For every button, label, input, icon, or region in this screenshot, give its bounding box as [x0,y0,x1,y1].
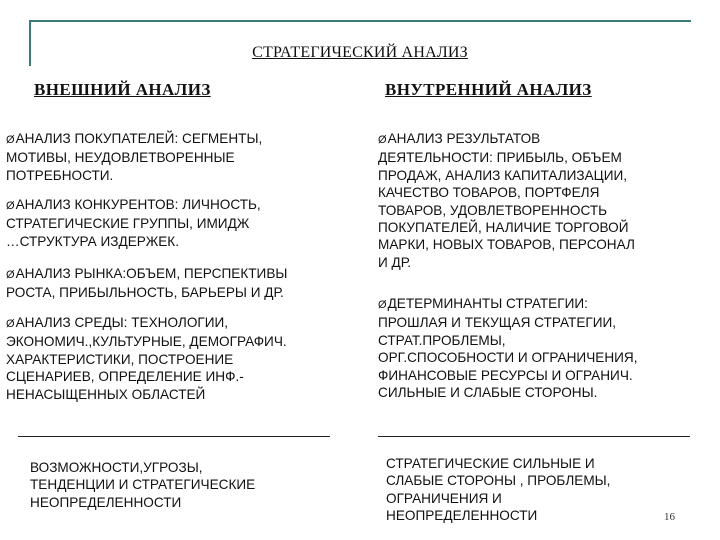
arrow-bullet-icon: Ø [6,318,15,330]
internal-summary [386,455,610,525]
bullet-line: ФИНАНСОВЫЕ РЕСУРСЫ И ОГРАНИЧ. [378,367,633,383]
summary-line: СЛАБЫЕ СТОРОНЫ , ПРОБЛЕМЫ, [386,473,611,489]
bullet-line: ДЕТЕРМИНАНТЫ СТРАТЕГИИ: [387,296,588,311]
arrow-bullet-icon: Ø [378,134,387,146]
bullet-line: КАЧЕСТВО ТОВАРОВ, ПОРТФЕЛЯ [378,185,600,201]
bullet-line: РОСТА, ПРИБЫЛЬНОСТЬ, БАРЬЕРЫ И ДР. [6,285,284,301]
bullet-line: СЦЕНАРИЕВ, ОПРЕДЕЛЕНИЕ ИНФ.- [6,369,244,385]
slide-frame-left-line [29,20,31,66]
arrow-bullet-icon: Ø [378,299,387,311]
bullet-line: …СТРУКТУРА ИЗДЕРЖЕК. [6,233,180,249]
bullet-line: ХАРАКТЕРИСТИКИ, ПОСТРОЕНИЕ [6,351,234,367]
slide-title: СТРАТЕГИЧЕСКИЙ АНАЛИЗ [252,44,468,61]
external-bullet-environment [6,314,287,403]
internal-analysis-heading: ВНУТРЕННИЙ АНАЛИЗ [385,80,592,99]
external-bullet-market [6,265,287,302]
external-summary [30,459,255,511]
summary-line: НЕОПРЕДЕЛЕННОСТИ [30,494,182,510]
bullet-line: ПРОШЛАЯ И ТЕКУЩАЯ СТРАТЕГИИ, [378,315,617,331]
bullet-line: ЭКОНОМИЧ.,КУЛЬТУРНЫЕ, ДЕМОГРАФИЧ. [6,334,287,350]
summary-line: СТРАТЕГИЧЕСКИЕ СИЛЬНЫЕ И [386,456,595,471]
summary-line: ВОЗМОЖНОСТИ,УГРОЗЫ, [30,460,203,475]
bullet-line: СТРАТ.ПРОБЛЕМЫ, [378,332,506,348]
bullet-line: ПОКУПАТЕЛЕЙ, НАЛИЧИЕ ТОРГОВОЙ [378,220,629,236]
bullet-line: АНАЛИЗ РЕЗУЛЬТАТОВ [387,131,541,146]
summary-line: ТЕНДЕНЦИИ И СТРАТЕГИЧЕСКИЕ [30,477,256,493]
summary-line: НЕОПРЕДЕЛЕННОСТИ [386,508,538,524]
bullet-line: АНАЛИЗ СРЕДЫ: ТЕХНОЛОГИИ, [15,315,229,330]
external-analysis-heading: ВНЕШНИЙ АНАЛИЗ [34,80,211,99]
bullet-line: ПРОДАЖ, АНАЛИЗ КАПИТАЛИЗАЦИИ, [378,167,628,183]
bullet-line: ПОТРЕБНОСТИ. [6,167,114,183]
bullet-line: АНАЛИЗ РЫНКА:ОБЪЕМ, ПЕРСПЕКТИВЫ [15,266,288,281]
summary-line: ОГРАНИЧЕНИЯ И [386,490,502,506]
bullet-line: МАРКИ, НОВЫХ ТОВАРОВ, ПЕРСОНАЛ [378,237,635,253]
bullet-line: АНАЛИЗ ПОКУПАТЕЛЕЙ: СЕГМЕНТЫ, [15,131,263,146]
bullet-line: ДЕЯТЕЛЬНОСТИ: ПРИБЫЛЬ, ОБЪЕМ [378,150,622,166]
bullet-line: МОТИВЫ, НЕУДОВЛЕТВОРЕННЫЕ [6,150,235,166]
bullet-line: ТОВАРОВ, УДОВЛЕТВОРЕННОСТЬ [378,202,608,218]
bullet-line: АНАЛИЗ КОНКУРЕНТОВ: ЛИЧНОСТЬ, [15,197,261,212]
external-summary-divider [18,436,330,437]
internal-summary-divider [378,436,690,437]
bullet-line: И ДР. [378,254,412,270]
arrow-bullet-icon: Ø [6,200,15,212]
bullet-line: НЕНАСЫЩЕННЫХ ОБЛАСТЕЙ [6,386,206,402]
arrow-bullet-icon: Ø [6,134,15,146]
internal-bullet-determinants [378,295,638,401]
bullet-line: СТРАТЕГИЧЕСКИЕ ГРУППЫ, ИМИДЖ [6,216,250,232]
arrow-bullet-icon: Ø [6,269,15,281]
external-bullet-competitors [6,196,261,250]
internal-bullet-results [378,130,635,271]
slide-frame-top-line [29,20,691,22]
bullet-line: ОРГ.СПОСОБНОСТИ И ОГРАНИЧЕНИЯ, [378,350,638,366]
external-bullet-customers [6,130,262,184]
bullet-line: СИЛЬНЫЕ И СЛАБЫЕ СТОРОНЫ. [378,385,598,401]
page-number: 16 [664,511,675,523]
